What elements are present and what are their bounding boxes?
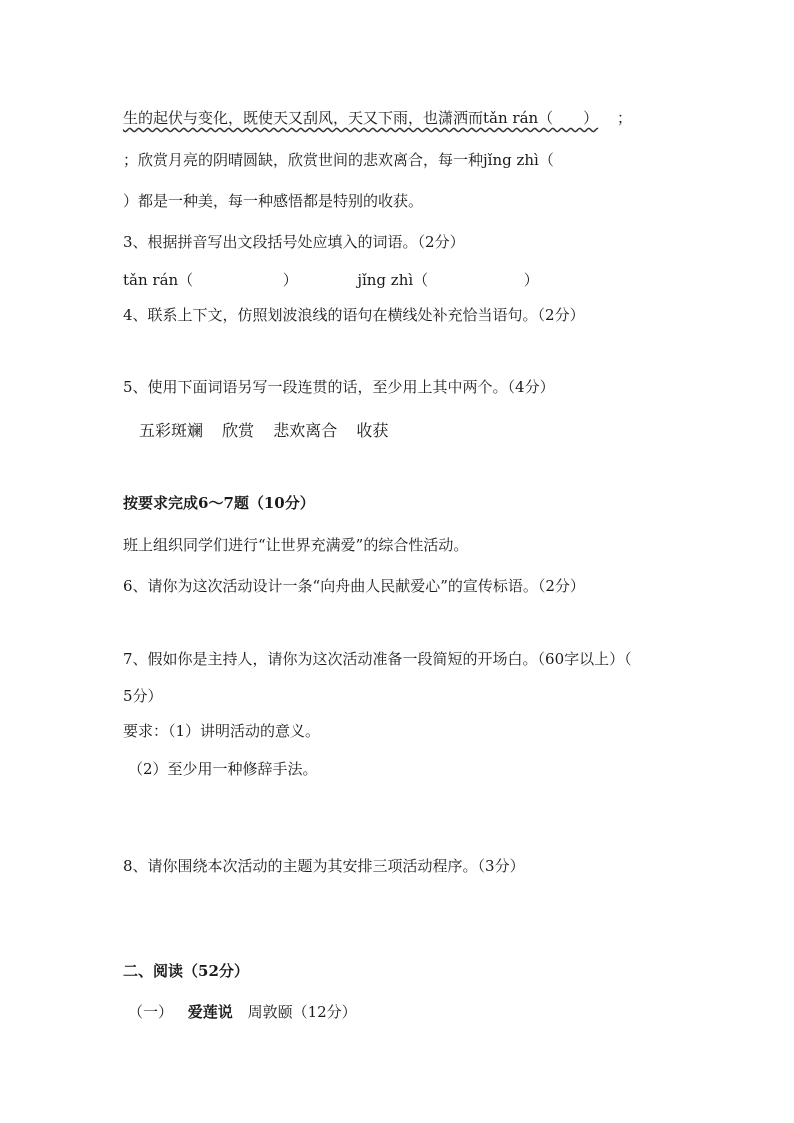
- question-3: 3、根据拼音写出文段括号处应填入的词语。（2分）: [123, 233, 465, 251]
- subsection-number: （一）: [128, 1003, 174, 1021]
- subsection-title: 爱莲说: [187, 1003, 233, 1021]
- blank-semicolon: ；: [616, 109, 632, 127]
- question-7-req-1: 要求：（1）讲明活动的意义。: [123, 722, 321, 740]
- pinyin-tanran-close: ）: [282, 271, 298, 289]
- passage-line-2: ；欣赏月亮的阴晴圆缺，欣赏世间的悲欢离合，每一种jǐng zhì（: [123, 151, 554, 169]
- question-6: 6、请你为这次活动设计一条“向舟曲人民献爱心”的宣传标语。（2分）: [123, 577, 585, 595]
- section-6-7-intro: 班上组织同学们进行“让世界充满爱”的综合性活动。: [123, 536, 469, 554]
- word-4: 收获: [356, 421, 389, 440]
- word-1: 五彩斑斓: [139, 421, 204, 440]
- section-6-7-heading: 按要求完成6～7题（10分）: [123, 494, 315, 512]
- question-4: 4、联系上下文，仿照划波浪线的语句在横线处补充恰当语句。（2分）: [123, 306, 585, 324]
- question-8: 8、请你围绕本次活动的主题为其安排三项活动程序。（3分）: [123, 857, 525, 875]
- pinyin-jingzhi-close: ）: [523, 271, 539, 289]
- question-7: 7、假如你是主持人，请你为这次活动准备一段简短的开场白。（60字以上）（: [123, 650, 632, 668]
- pinyin-jingzhi: jǐng zhì（: [357, 271, 429, 289]
- question-5: 5、使用下面词语另写一段连贯的话，至少用上其中两个。（4分）: [123, 378, 555, 396]
- word-2: 欣赏: [222, 421, 255, 440]
- reading-heading: 二、阅读（52分）: [123, 962, 249, 980]
- question-7-cont: 5分）: [123, 687, 163, 705]
- reading-subsection: [128, 1002, 357, 1022]
- question-5-words: [139, 421, 388, 441]
- question-3-pinyin-row: [123, 270, 539, 290]
- passage-line-1: [123, 108, 632, 128]
- wavy-underlined-sentence: 生的起伏与变化，既使天又刮风，天又下雨，也潇洒而tǎn rán（ ）: [123, 109, 599, 127]
- word-3: 悲欢离合: [273, 421, 338, 440]
- pinyin-tanran: tǎn rán（: [123, 271, 194, 289]
- passage-line-3: ）都是一种美，每一种感悟都是特别的收获。: [123, 192, 424, 210]
- subsection-author: 周敦颐（12分）: [247, 1003, 357, 1021]
- question-7-req-2: （2）至少用一种修辞手法。: [128, 760, 318, 778]
